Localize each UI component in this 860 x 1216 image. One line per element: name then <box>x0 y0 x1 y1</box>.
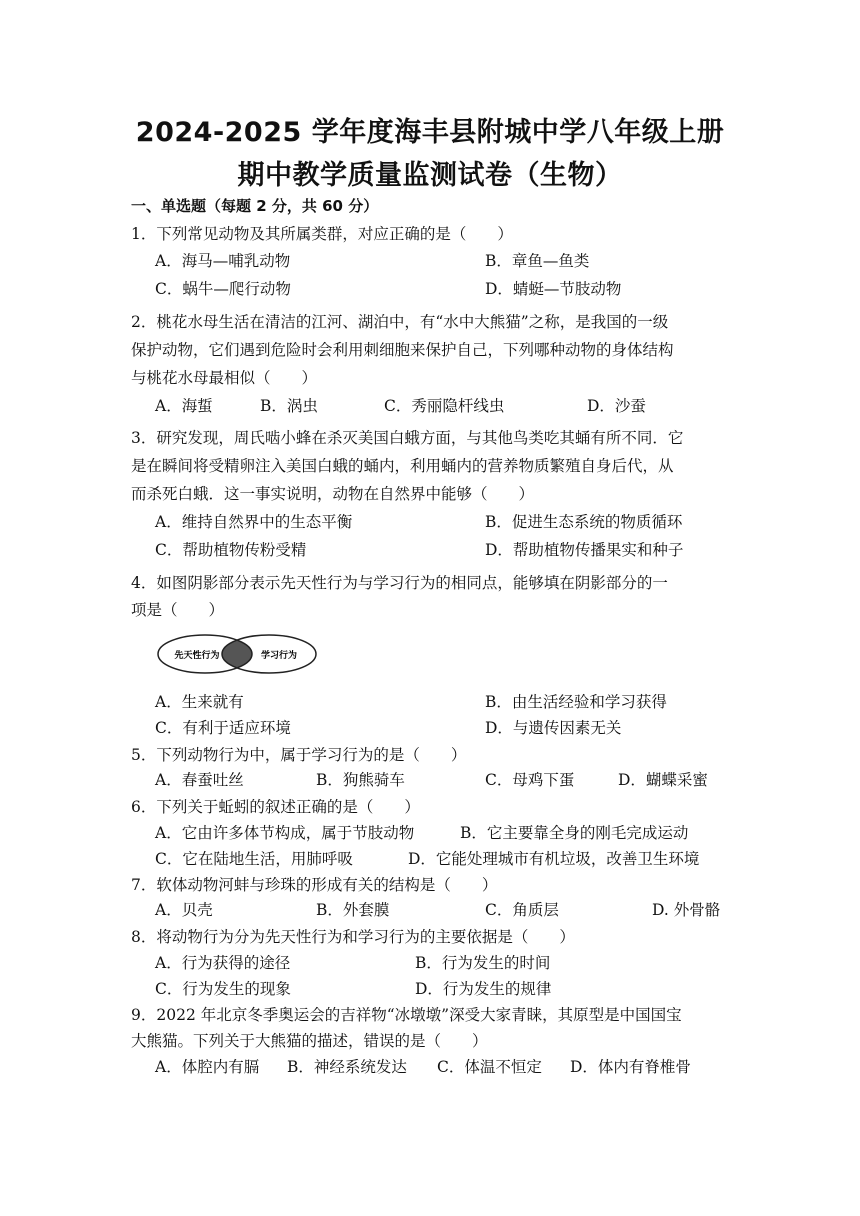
q4-option-b: B．由生活经验和学习获得 <box>485 693 667 711</box>
q8-option-b: B．行为发生的时间 <box>415 954 551 972</box>
q4-option-a: A．生来就有 <box>155 693 244 711</box>
q6-option-b: B．它主要靠全身的刚毛完成运动 <box>460 824 689 842</box>
q3-stem-line1: 3．研究发现，周氏啮小蜂在杀灭美国白蛾方面，与其他鸟类吃其蛹有所不同．它 <box>131 429 684 447</box>
q7-option-d: D. 外骨骼 <box>652 901 721 919</box>
q2-option-b: B．涡虫 <box>260 397 318 415</box>
q7-option-c: C．角质层 <box>485 901 559 919</box>
q2-stem-line1: 2．桃花水母生活在清洁的江河、湖泊中，有“水中大熊猫”之称，是我国的一级 <box>131 313 669 331</box>
q9-option-a: A．体腔内有膈 <box>155 1058 260 1076</box>
exam-title-line2: 期中教学质量监测试卷（生物） <box>237 160 623 191</box>
q5-stem: 5．下列动物行为中，属于学习行为的是（ ） <box>131 746 467 764</box>
q5-option-b: B．狗熊骑车 <box>316 771 405 789</box>
q2-stem-line2: 保护动物，它们遇到危险时会利用刺细胞来保护自己，下列哪种动物的身体结构 <box>131 341 674 359</box>
section-heading: 一、单选题（每题 2 分，共 60 分） <box>131 197 379 215</box>
q4-stem-line1: 4．如图阴影部分表示先天性行为与学习行为的相同点，能够填在阴影部分的一 <box>131 574 668 592</box>
q3-option-b: B．促进生态系统的物质循环 <box>485 513 683 531</box>
q2-option-c: C．秀丽隐杆线虫 <box>384 397 505 415</box>
q8-option-d: D．行为发生的规律 <box>415 980 552 998</box>
q1-option-c: C．蜗牛—爬行动物 <box>155 280 291 298</box>
q7-option-a: A．贝壳 <box>155 901 213 919</box>
q6-option-a: A．它由许多体节构成，属于节肢动物 <box>155 824 415 842</box>
q5-option-d: D．蝴蝶采蜜 <box>618 771 708 789</box>
q1-stem: 1．下列常见动物及其所属类群，对应正确的是（ ） <box>131 225 513 243</box>
q8-stem: 8．将动物行为分为先天性行为和学习行为的主要依据是（ ） <box>131 928 575 946</box>
q6-option-c: C．它在陆地生活，用肺呼吸 <box>155 850 353 868</box>
q2-stem-line3: 与桃花水母最相似（ ） <box>131 369 318 387</box>
q4-option-c: C．有利于适应环境 <box>155 719 291 737</box>
q9-option-b: B．神经系统发达 <box>287 1058 407 1076</box>
q8-option-c: C．行为发生的现象 <box>155 980 291 998</box>
q3-option-c: C．帮助植物传粉受精 <box>155 541 307 559</box>
q9-stem-line1: 9．2022 年北京冬季奥运会的吉祥物“冰墩墩”深受大家青睐，其原型是中国国宝 <box>131 1006 682 1024</box>
q6-stem: 6．下列关于蚯蚓的叙述正确的是（ ） <box>131 798 420 816</box>
q3-stem-line3: 而杀死白蛾．这一事实说明，动物在自然界中能够（ ） <box>131 485 535 503</box>
q6-option-d: D．它能处理城市有机垃圾，改善卫生环境 <box>408 850 700 868</box>
q8-option-a: A．行为获得的途径 <box>155 954 291 972</box>
q4-option-d: D．与遗传因素无关 <box>485 719 622 737</box>
q3-option-a: A．维持自然界中的生态平衡 <box>155 513 353 531</box>
venn-left-label: 先天性行为 <box>174 651 220 661</box>
q2-option-d: D．沙蚕 <box>587 397 646 415</box>
q5-option-a: A．春蚕吐丝 <box>155 771 244 789</box>
venn-diagram <box>157 633 317 675</box>
q9-option-c: C．体温不恒定 <box>437 1058 542 1076</box>
venn-right-label: 学习行为 <box>260 651 298 661</box>
q4-stem-line2: 项是（ ） <box>131 601 225 619</box>
q7-option-b: B．外套膜 <box>316 901 390 919</box>
q1-option-b: B．章鱼—鱼类 <box>485 252 590 270</box>
q1-option-a: A．海马—哺乳动物 <box>155 252 291 270</box>
q2-option-a: A．海蜇 <box>155 397 213 415</box>
q3-option-d: D．帮助植物传播果实和种子 <box>485 541 684 559</box>
q9-option-d: D．体内有脊椎骨 <box>570 1058 691 1076</box>
q3-stem-line2: 是在瞬间将受精卵注入美国白蛾的蛹内，利用蛹内的营养物质繁殖自身后代，从 <box>131 457 674 475</box>
q1-option-d: D．蜻蜓—节肢动物 <box>485 280 622 298</box>
q9-stem-line2: 大熊猫。下列关于大熊猫的描述，错误的是（ ） <box>131 1032 488 1050</box>
exam-title-line1: 2024-2025 学年度海丰县附城中学八年级上册 <box>135 117 725 148</box>
q7-stem: 7．软体动物河蚌与珍珠的形成有关的结构是（ ） <box>131 876 498 894</box>
q5-option-c: C．母鸡下蛋 <box>485 771 575 789</box>
